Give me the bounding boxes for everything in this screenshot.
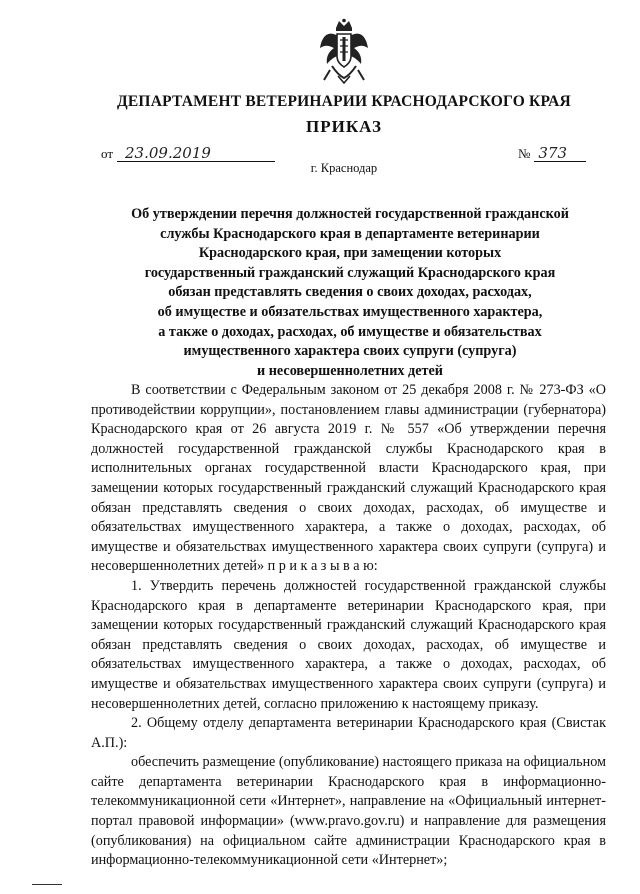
subject-line: службы Краснодарского края в департаменте ветеринарии <box>160 225 540 242</box>
body-paragraph: обеспечить размещение (опубликование) настоящего приказа на официальном сайте департамента ветеринарии Краснодарского края в информационно-телекоммуникационной сети «Интернет», направление на «Официальный интернет-портал правовой информации» (www.pravo.gov.ru) и направление для размещения (опубликования) на официальном сайте администрации Краснодарского края в информационно-телекоммуникационной сети «Интернет»; <box>91 754 607 869</box>
document-type: ПРИКАЗ <box>306 117 382 136</box>
subject-line: Об утверждении перечня должностей государственной гражданской <box>131 206 569 222</box>
subject-line: и несовершеннолетних детей <box>257 362 443 379</box>
order-subject <box>0 205 640 381</box>
number-row <box>518 145 586 162</box>
order-body <box>91 381 606 871</box>
body-paragraph: В соответствии с Федеральным законом от 25 декабря 2008 г. № 273-ФЗ «О противодействии коррупции», постановлением главы администрации (губернатора) Краснодарского края от 26 августа 2019 г. № 557 «Об утверждении перечня должностей государственной гражданской службы Краснодарского края в исполнительных органах государственной власти Краснодарского края, при замещении которых государственный гражданский служащий Краснодарского края обязан представлять сведения о своих доходах, расходах, об имуществе и обязательствах имущественного характера, а также о доходах, расходах, об имуществе и обязательствах имущественного характера своих супруги (супруга) и несовершеннолетних детей» п р и к а з ы в а ю: <box>91 382 606 575</box>
number-prefix: № <box>518 146 531 161</box>
date-row <box>101 145 275 162</box>
subject-line: Краснодарского края, при замещении которых <box>198 245 502 262</box>
subject-line: имущественного характера своих супруги (супруга) <box>183 343 517 360</box>
subject-line: обязан представлять сведения о своих доходах, расходах, <box>168 284 532 301</box>
date-prefix: от <box>101 146 114 161</box>
date-value: 23.09.2019 <box>117 145 275 162</box>
department-name: ДЕПАРТАМЕНТ ВЕТЕРИНАРИИ КРАСНОДАРСКОГО КРАЯ <box>117 93 571 110</box>
number-value: 373 <box>534 145 586 162</box>
subject-line: государственный гражданский служащий Краснодарского края <box>144 264 556 281</box>
coat-of-arms-emblem <box>318 18 370 84</box>
subject-line: а также о доходах, расходах, об имуществе и обязательствах <box>158 323 542 340</box>
city: г. Краснодар <box>310 161 378 175</box>
subject-line: об имуществе и обязательствах имущественного характера, <box>157 303 543 320</box>
body-paragraph: 1. Утвердить перечень должностей государственной гражданской службы Краснодарского края в департаменте ветеринарии Краснодарского края, при замещении которых государственный гражданский служащий Краснодарского края обязан представлять сведения о своих доходах, расходах, об имуществе и обязательствах имущественного характера, а также о доходах, расходах, об имуществе и обязательствах имущественного характера своих супруги (супруга) и несовершеннолетних детей, согласно приложению к настоящему приказу. <box>91 577 606 712</box>
page-footer-line <box>32 884 62 885</box>
body-paragraph: 2. Общему отделу департамента ветеринарии Краснодарского края (Свистак А.П.): <box>91 715 606 751</box>
